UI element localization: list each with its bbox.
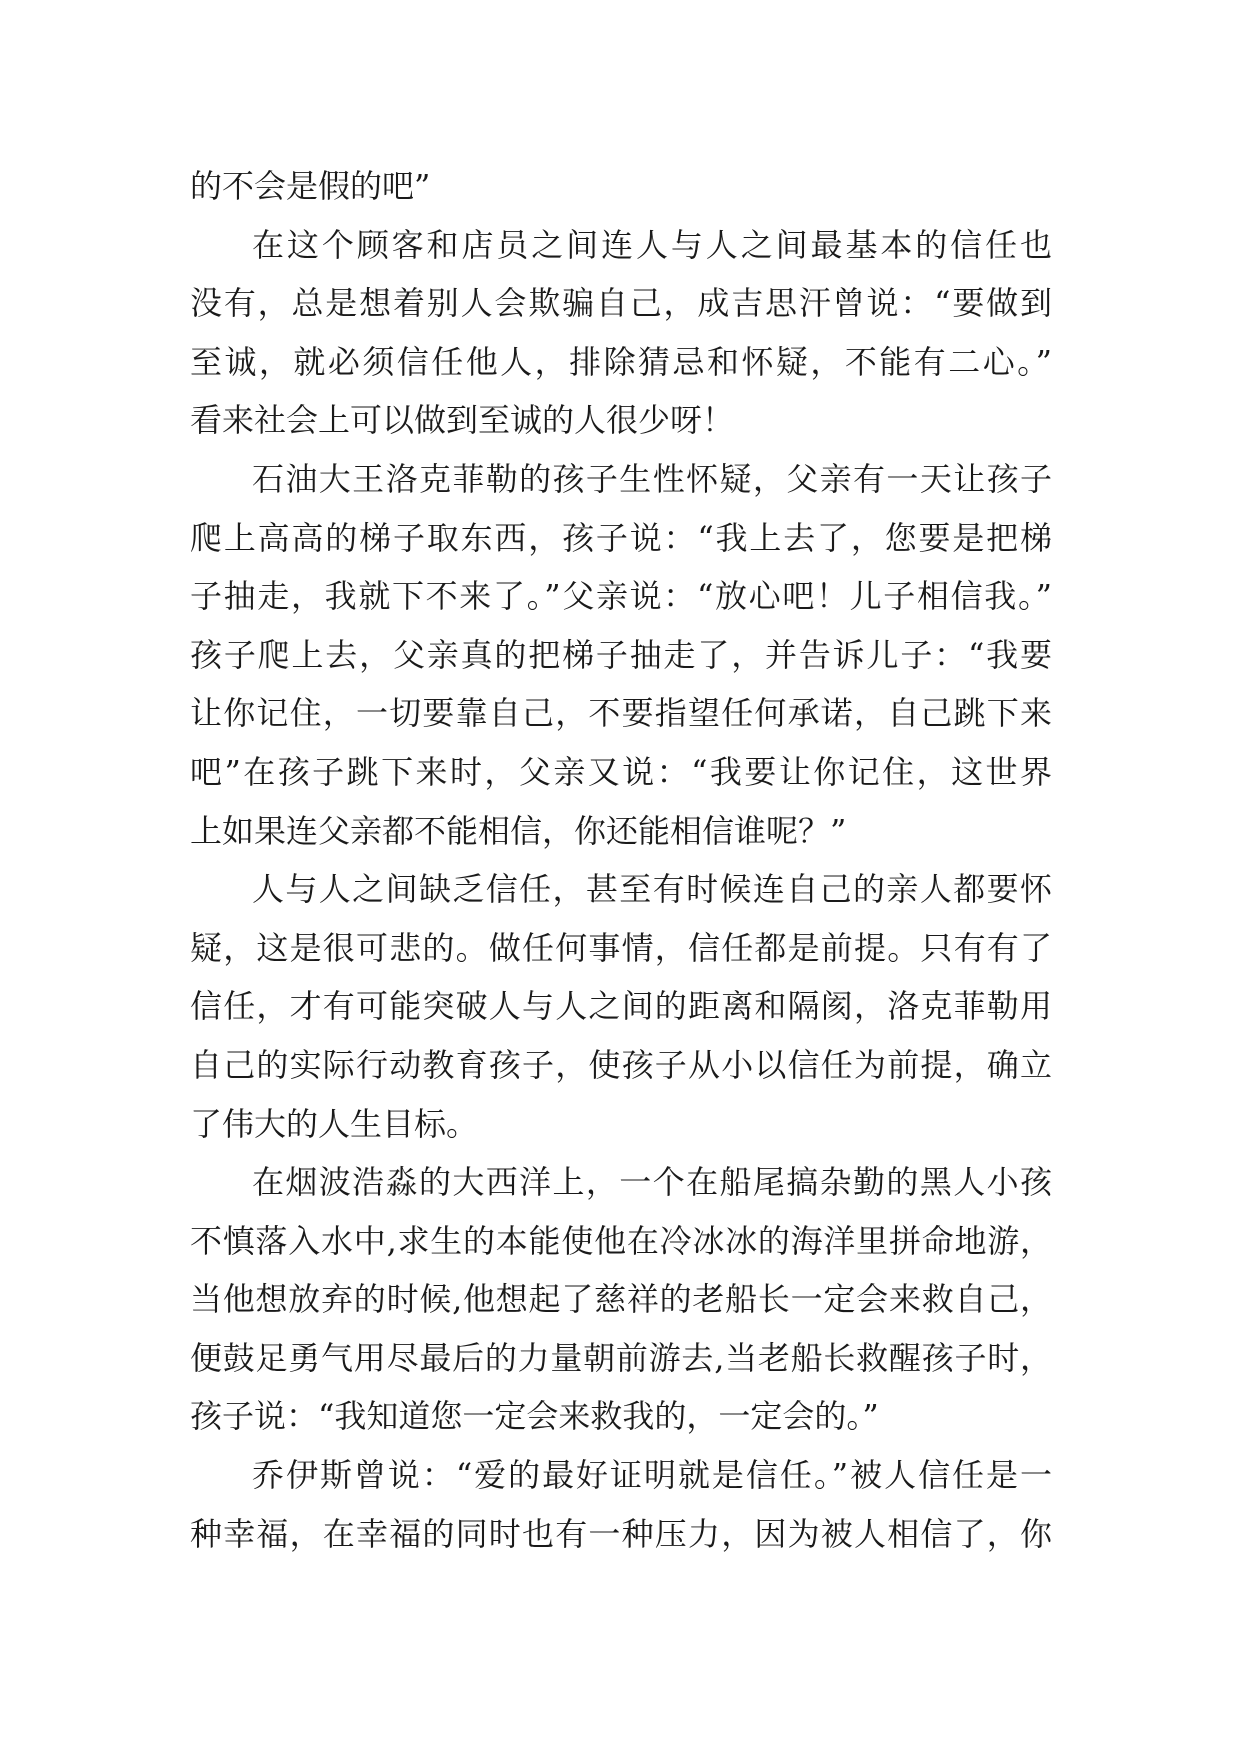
- text-line: 信任，才有可能突破人与人之间的距离和隔阂，洛克菲勒用: [190, 987, 1052, 1026]
- text-line: 吧”在孩子跳下来时，父亲又说：“我要让你记住，这世界: [190, 752, 1052, 791]
- text-line: 看来社会上可以做到至诚的人很少呀！: [190, 401, 735, 440]
- text-line: 的不会是假的吧”: [190, 167, 431, 205]
- text-line: 没有，总是想着别人会欺骗自己，成吉思汗曾说：“要做到: [190, 284, 1052, 323]
- text-line: 至诚，就必须信任他人，排除猜忌和怀疑，不能有二心。”: [190, 342, 1052, 381]
- text-line: 疑，这是很可悲的。做任何事情，信任都是前提。只有有了: [190, 928, 1052, 967]
- text-line: 便鼓足勇气用尽最后的力量朝前游去,当老船长救醒孩子时，: [190, 1338, 1052, 1377]
- body-text: [190, 157, 1052, 1563]
- text-line: 孩子爬上去，父亲真的把梯子抽走了，并告诉儿子：“我要: [190, 635, 1052, 674]
- text-line: 自己的实际行动教育孩子，使孩子从小以信任为前提，确立: [190, 1045, 1052, 1084]
- text-line: 石油大王洛克菲勒的孩子生性怀疑，父亲有一天让孩子: [252, 459, 1052, 498]
- text-line: 种幸福，在幸福的同时也有一种压力，因为被人相信了，你: [190, 1514, 1052, 1553]
- text-line: 上如果连父亲都不能相信，你还能相信谁呢？”: [190, 811, 847, 850]
- text-line: 人与人之间缺乏信任，甚至有时候连自己的亲人都要怀: [252, 870, 1052, 909]
- text-line: 乔伊斯曾说：“爱的最好证明就是信任。”被人信任是一: [252, 1456, 1052, 1495]
- text-line: 了伟大的人生目标。: [190, 1104, 479, 1143]
- text-line: 当他想放弃的时候,他想起了慈祥的老船长一定会来救自己，: [190, 1280, 1052, 1319]
- text-line: 在烟波浩淼的大西洋上，一个在船尾搞杂勤的黑人小孩: [252, 1163, 1052, 1202]
- text-line: 在这个顾客和店员之间连人与人之间最基本的信任也: [252, 225, 1052, 264]
- text-line: 爬上高高的梯子取东西，孩子说：“我上去了，您要是把梯: [190, 518, 1052, 557]
- text-line: 不慎落入水中,求生的本能使他在冷冰冰的海洋里拼命地游，: [190, 1221, 1052, 1260]
- text-line: 子抽走，我就下不来了。”父亲说：“放心吧！儿子相信我。”: [190, 577, 1052, 616]
- text-line: 孩子说：“我知道您一定会来救我的，一定会的。”: [190, 1397, 879, 1436]
- text-line: 让你记住，一切要靠自己，不要指望任何承诺，自己跳下来: [190, 694, 1052, 733]
